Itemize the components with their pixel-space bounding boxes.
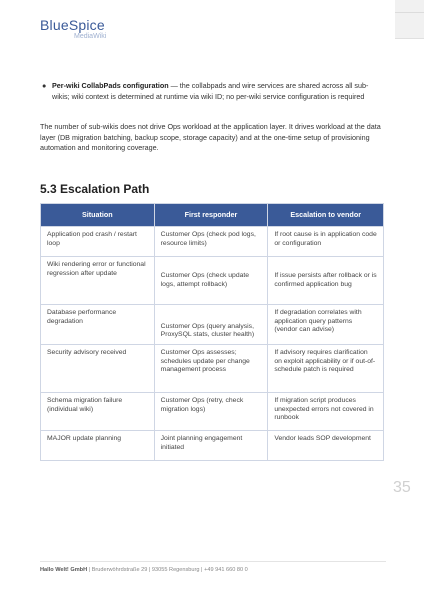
table-row xyxy=(41,227,384,257)
table-cell: If degradation correlates with application query patterns (vendor can advise) xyxy=(268,305,384,345)
footer-address: | Bruderwöhrdstraße 29 | 93055 Regensburg | +49 941 660 80 0 xyxy=(87,567,248,573)
table-cell: Customer Ops (retry, check migration logs) xyxy=(154,393,268,431)
table-cell: MAJOR update planning xyxy=(41,431,155,461)
table-cell: Customer Ops (query analysis, ProxySQL stats, cluster health) xyxy=(154,305,268,345)
column-header: Escalation to vendor xyxy=(268,204,384,227)
table-row xyxy=(41,305,384,345)
body-paragraph: The number of sub-wikis does not drive Ops workload at the application layer. It drives workload at the data layer (DB migration batching, backup scope, storage capacity) and at the one-time setup of provisioning automation and monitoring coverage. xyxy=(40,122,381,153)
page-number: 35 xyxy=(393,479,411,496)
page-footer xyxy=(40,567,248,573)
logo-subtitle: MediaWiki xyxy=(74,33,107,40)
escalation-table xyxy=(40,203,384,461)
footer-divider xyxy=(40,561,386,562)
table-row xyxy=(41,393,384,431)
table-cell: Customer Ops (check pod logs, resource limits) xyxy=(154,227,268,257)
table-cell: If advisory requires clarification on exploit applicability or if out-of-schedule patch is required xyxy=(268,345,384,393)
footer-company: Hallo Welt! GmbH xyxy=(40,567,88,573)
bullet-dot-icon: ● xyxy=(42,81,47,90)
table-row xyxy=(41,257,384,305)
bullet-text: — the collabpads and wire services are shared across all sub-wikis; wiki context is determined at runtime via wiki ID; no per-wiki service configuration is required xyxy=(52,81,369,101)
table-cell: If root cause is in application code or configuration xyxy=(268,227,384,257)
header-corner-bar xyxy=(395,0,424,39)
table-cell: Joint planning engagement initiated xyxy=(154,431,268,461)
table-cell: If issue persists after rollback or is confirmed application bug xyxy=(268,257,384,305)
table-header-row xyxy=(41,204,384,227)
logo-wordmark: BlueSpice xyxy=(40,17,105,33)
table-cell: Schema migration failure (individual wiki) xyxy=(41,393,155,431)
table-cell: Database performance degradation xyxy=(41,305,155,345)
section-heading: 5.3 Escalation Path xyxy=(40,182,150,196)
table-cell: Vendor leads SOP development xyxy=(268,431,384,461)
table-cell: Customer Ops (check update logs, attempt rollback) xyxy=(154,257,268,305)
table-cell: Wiki rendering error or functional regression after update xyxy=(41,257,155,305)
table-cell: Customer Ops assesses; schedules update per change management process xyxy=(154,345,268,393)
bullet-item xyxy=(42,81,382,102)
table-row xyxy=(41,431,384,461)
bullet-title: Per-wiki CollabPads configuration xyxy=(52,81,169,90)
bluespice-logo xyxy=(40,17,107,40)
column-header: Situation xyxy=(41,204,155,227)
table-row xyxy=(41,345,384,393)
table-cell: Application pod crash / restart loop xyxy=(41,227,155,257)
table-cell: Security advisory received xyxy=(41,345,155,393)
column-header: First responder xyxy=(154,204,268,227)
table-cell: If migration script produces unexpected errors not covered in runbook xyxy=(268,393,384,431)
